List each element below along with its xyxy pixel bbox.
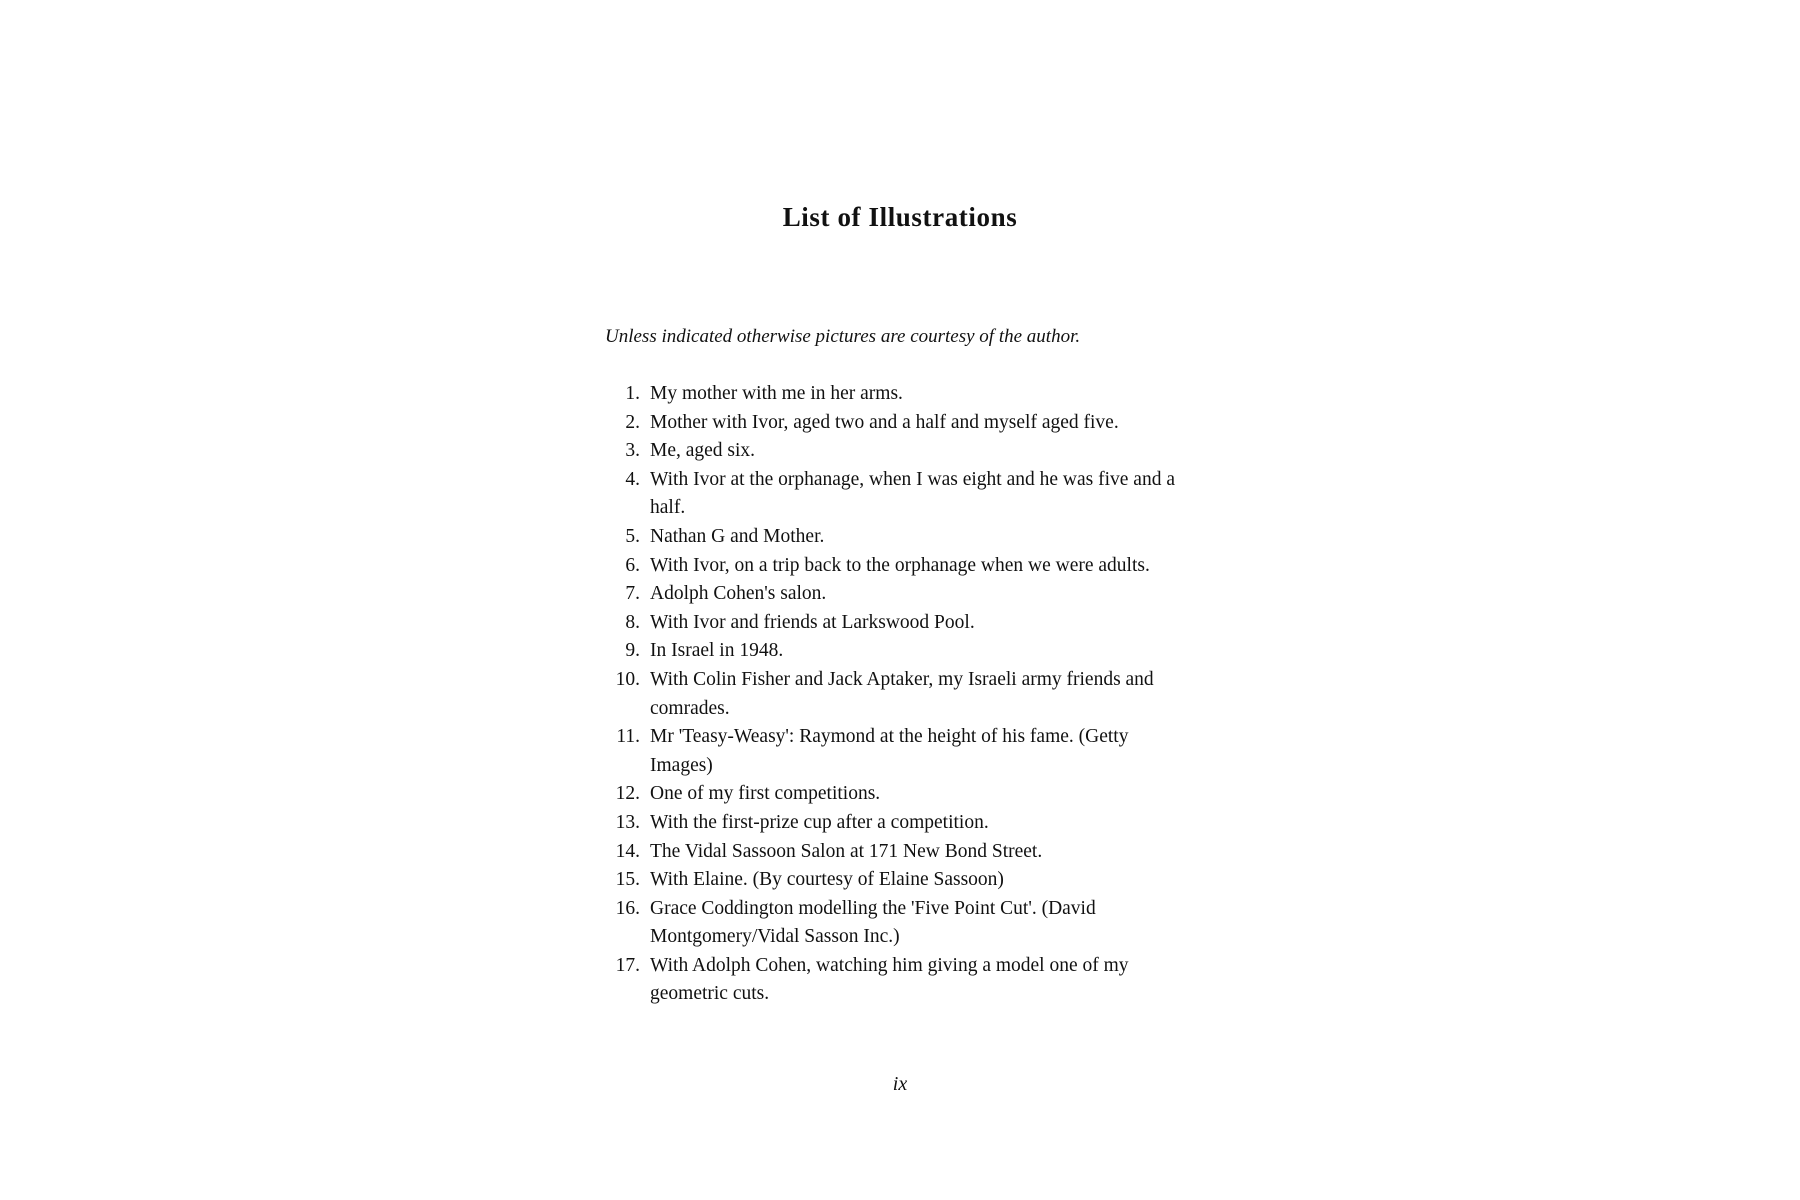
item-number: 7. (625, 583, 640, 605)
illustrations-list (605, 380, 1195, 1009)
list-item (605, 866, 1195, 895)
item-number: 10. (615, 668, 640, 690)
list-item (605, 409, 1195, 438)
page-title: List of Illustrations (782, 202, 1018, 232)
item-caption: The Vidal Sassoon Salon at 171 New Bond Street. (650, 840, 1043, 862)
item-number: 9. (625, 640, 640, 662)
item-number: 6. (625, 554, 640, 576)
list-item (605, 552, 1195, 581)
item-caption: One of my first competitions. (650, 783, 881, 805)
item-caption: Mr 'Teasy-Weasy': Raymond at the height of his fame. (Getty Images) (650, 726, 1129, 776)
item-caption: Me, aged six. (650, 440, 756, 462)
item-number: 1. (625, 383, 640, 404)
item-caption: With Adolph Cohen, watching him giving a model one of my geometric cuts. (650, 954, 1129, 1005)
item-caption: My mother with me in her arms. (650, 383, 903, 404)
list-item (605, 380, 1195, 409)
list-item (605, 809, 1195, 838)
item-caption: With Ivor and friends at Larkswood Pool. (650, 611, 975, 633)
item-caption: Nathan G and Mother. (650, 525, 825, 547)
list-item (605, 609, 1195, 638)
item-number: 2. (625, 411, 640, 433)
item-caption: With Ivor, on a trip back to the orphanage when we were adults. (650, 554, 1150, 576)
item-number: 3. (625, 440, 640, 462)
item-caption: With Colin Fisher and Jack Aptaker, my Israeli army friends and comrades. (650, 668, 1154, 719)
list-item (605, 437, 1195, 466)
credit-note: Unless indicated otherwise pictures are courtesy of the author. (605, 326, 1081, 347)
item-caption: With the first-prize cup after a competition. (650, 811, 989, 833)
item-number: 12. (615, 783, 640, 805)
item-number: 17. (615, 954, 640, 976)
list-item (605, 637, 1195, 666)
list-item (605, 523, 1195, 552)
list-item (605, 466, 1195, 523)
list-item (605, 952, 1195, 1009)
item-caption: Mother with Ivor, aged two and a half and myself aged five. (650, 411, 1119, 433)
item-number: 13. (615, 811, 640, 833)
item-number: 14. (615, 840, 640, 862)
item-number: 15. (615, 869, 640, 891)
item-number: 11. (616, 726, 640, 748)
list-item (605, 723, 1195, 780)
list-item (605, 780, 1195, 809)
item-caption: In Israel in 1948. (650, 640, 784, 662)
item-number: 16. (615, 897, 640, 919)
list-item (605, 895, 1195, 952)
item-caption: Grace Coddington modelling the 'Five Point Cut'. (David Montgomery/Vidal Sasson Inc.) (650, 897, 1096, 948)
list-item (605, 666, 1195, 723)
item-caption: With Elaine. (By courtesy of Elaine Sassoon) (650, 869, 1004, 891)
item-number: 4. (625, 468, 640, 490)
list-item (605, 580, 1195, 609)
item-number: 8. (625, 611, 640, 633)
item-number: 5. (625, 525, 640, 547)
item-caption: Adolph Cohen's salon. (650, 583, 827, 605)
page-number: ix (892, 1073, 908, 1095)
list-item (605, 838, 1195, 867)
item-caption: With Ivor at the orphanage, when I was eight and he was five and a half. (650, 468, 1175, 519)
